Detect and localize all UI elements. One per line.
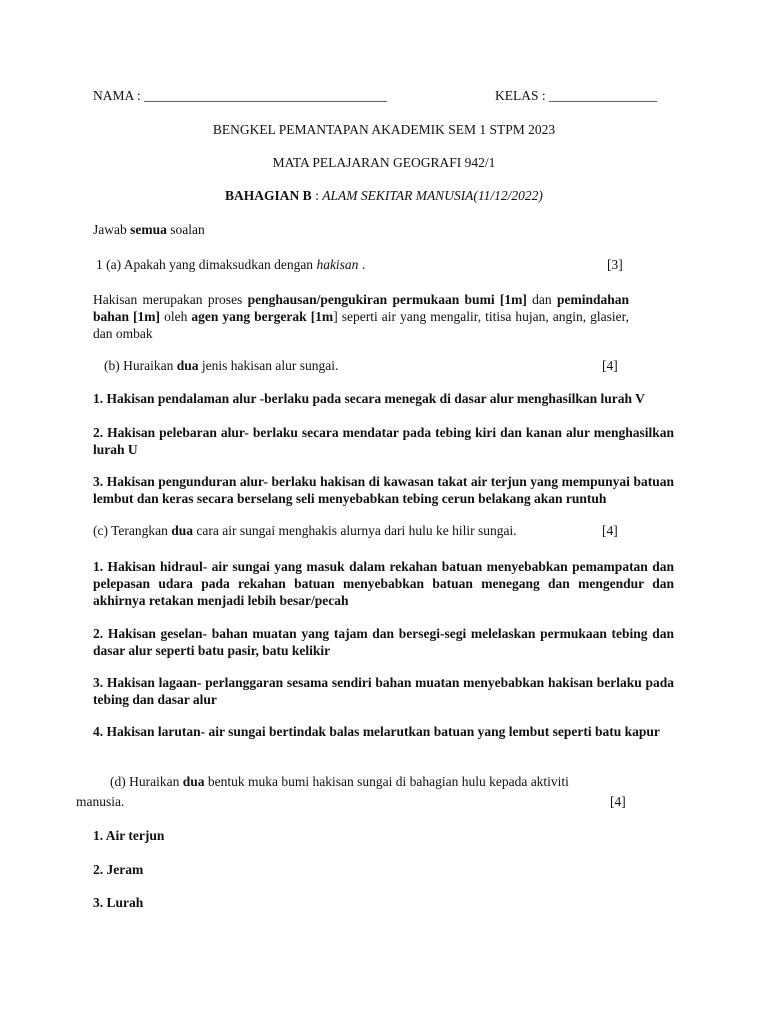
instruction-bold: semua [130, 222, 167, 237]
question-1b [104, 357, 338, 374]
class-field[interactable] [495, 87, 657, 104]
question-1a [96, 256, 365, 273]
section-name: ALAM SEKITAR MANUSIA(11/12/2022) [322, 188, 543, 203]
section-title [0, 187, 768, 204]
question-1a-end: . [358, 257, 366, 272]
answer-1d-item: 1. Air terjun [93, 828, 165, 843]
document-title: BENGKEL PEMANTAPAN AKADEMIK SEM 1 STPM 2023 [212, 122, 556, 137]
answer-1a-text-3: oleh [160, 309, 192, 324]
answer-1b-item: 2. Hakisan pelebaran alur- berlaku secara mendatar pada tebing kiri dan kanan alur menghasilkan lurah U [93, 425, 674, 457]
question-1a-term: hakisan [316, 257, 359, 272]
class-label: KELAS : [495, 88, 546, 103]
section-label: BAHAGIAN B [225, 188, 312, 203]
answer-1a-bold-1: penghausan/pengukiran permukaan bumi [1m] [247, 292, 527, 307]
question-1d-line2: manusia. [76, 794, 125, 809]
answer-1d-item: 3. Lurah [93, 895, 144, 910]
question-1b-post: jenis hakisan alur sungai. [198, 358, 339, 373]
instruction-post: soalan [166, 222, 205, 237]
answer-1c-item: 4. Hakisan larutan- air sungai bertindak balas melarutkan batuan yang lembut seperti batu kapur [93, 724, 660, 739]
question-1d-pre: (d) Huraikan [110, 774, 183, 789]
question-1c-pre: (c) Terangkan [93, 523, 172, 538]
question-1d-marks: [4] [610, 794, 626, 809]
question-1b-bold: dua [176, 358, 199, 373]
question-1d-bold: dua [182, 774, 205, 789]
instruction-pre: Jawab [93, 222, 131, 237]
question-1b-pre: (b) Huraikan [104, 358, 177, 373]
answer-1c-item: 3. Hakisan lagaan- perlanggaran sesama sendiri bahan muatan menyebabkan hakisan berlaku pada tebing dan dasar alur [93, 675, 674, 707]
question-1c-marks: [4] [602, 523, 618, 538]
answer-1c-item: 1. Hakisan hidraul- air sungai yang masuk dalam rekahan batuan menyebabkan pemampatan dan pelepasan udara pada rekahan batuan menyebabkan batuan menegang dan mengendur dan akhirnya retakan menjadi lebih besar/pecah [93, 559, 674, 608]
question-1d [110, 773, 569, 790]
answer-1a [93, 291, 629, 342]
question-1b-marks: [4] [602, 358, 618, 373]
question-1c-bold: dua [171, 523, 194, 538]
question-1c [93, 522, 517, 539]
subject-title: MATA PELAJARAN GEOGRAFI 942/1 [272, 155, 496, 170]
answer-1c-item: 2. Hakisan geselan- bahan muatan yang tajam dan bersegi-segi melelaskan permukaan tebing dan dasar alur seperti batu pasir, batu kelikir [93, 626, 674, 658]
name-field[interactable] [93, 87, 387, 104]
question-1d-post: bentuk muka bumi hakisan sungai di bahagian hulu kepada aktiviti [204, 774, 569, 789]
answer-1a-text-4: ] seperti air yang mengalir, titisa hujan, angin, glasier, dan ombak [93, 309, 629, 341]
answer-1a-bold-2: pemindahan bahan [1m] [93, 292, 629, 324]
answer-1a-bold-3: agen yang bergerak [1m [191, 309, 334, 324]
answer-1a-text-2: dan [526, 292, 557, 307]
answer-1b-item: 1. Hakisan pendalaman alur -berlaku pada secara menegak di dasar alur menghasilkan lurah V [93, 391, 645, 406]
class-line: ________________ [549, 88, 657, 103]
answer-1a-text-1: Hakisan merupakan proses [93, 292, 248, 307]
question-1a-marks: [3] [607, 257, 623, 272]
answer-1d-item: 2. Jeram [93, 862, 144, 877]
name-line: ____________________________________ [144, 88, 388, 103]
section-separator: : [311, 188, 323, 203]
name-label: NAMA : [93, 88, 141, 103]
instruction [93, 221, 205, 238]
question-1a-text: 1 (a) Apakah yang dimaksudkan dengan [96, 257, 317, 272]
question-1c-post: cara air sungai menghakis alurnya dari hulu ke hilir sungai. [193, 523, 517, 538]
answer-1b-item: 3. Hakisan pengunduran alur- berlaku hakisan di kawasan takat air terjun yang mempunyai batuan lembut dan keras secara berselang seli menyebabkan tebing cerun belakang akan runtuh [93, 474, 674, 506]
